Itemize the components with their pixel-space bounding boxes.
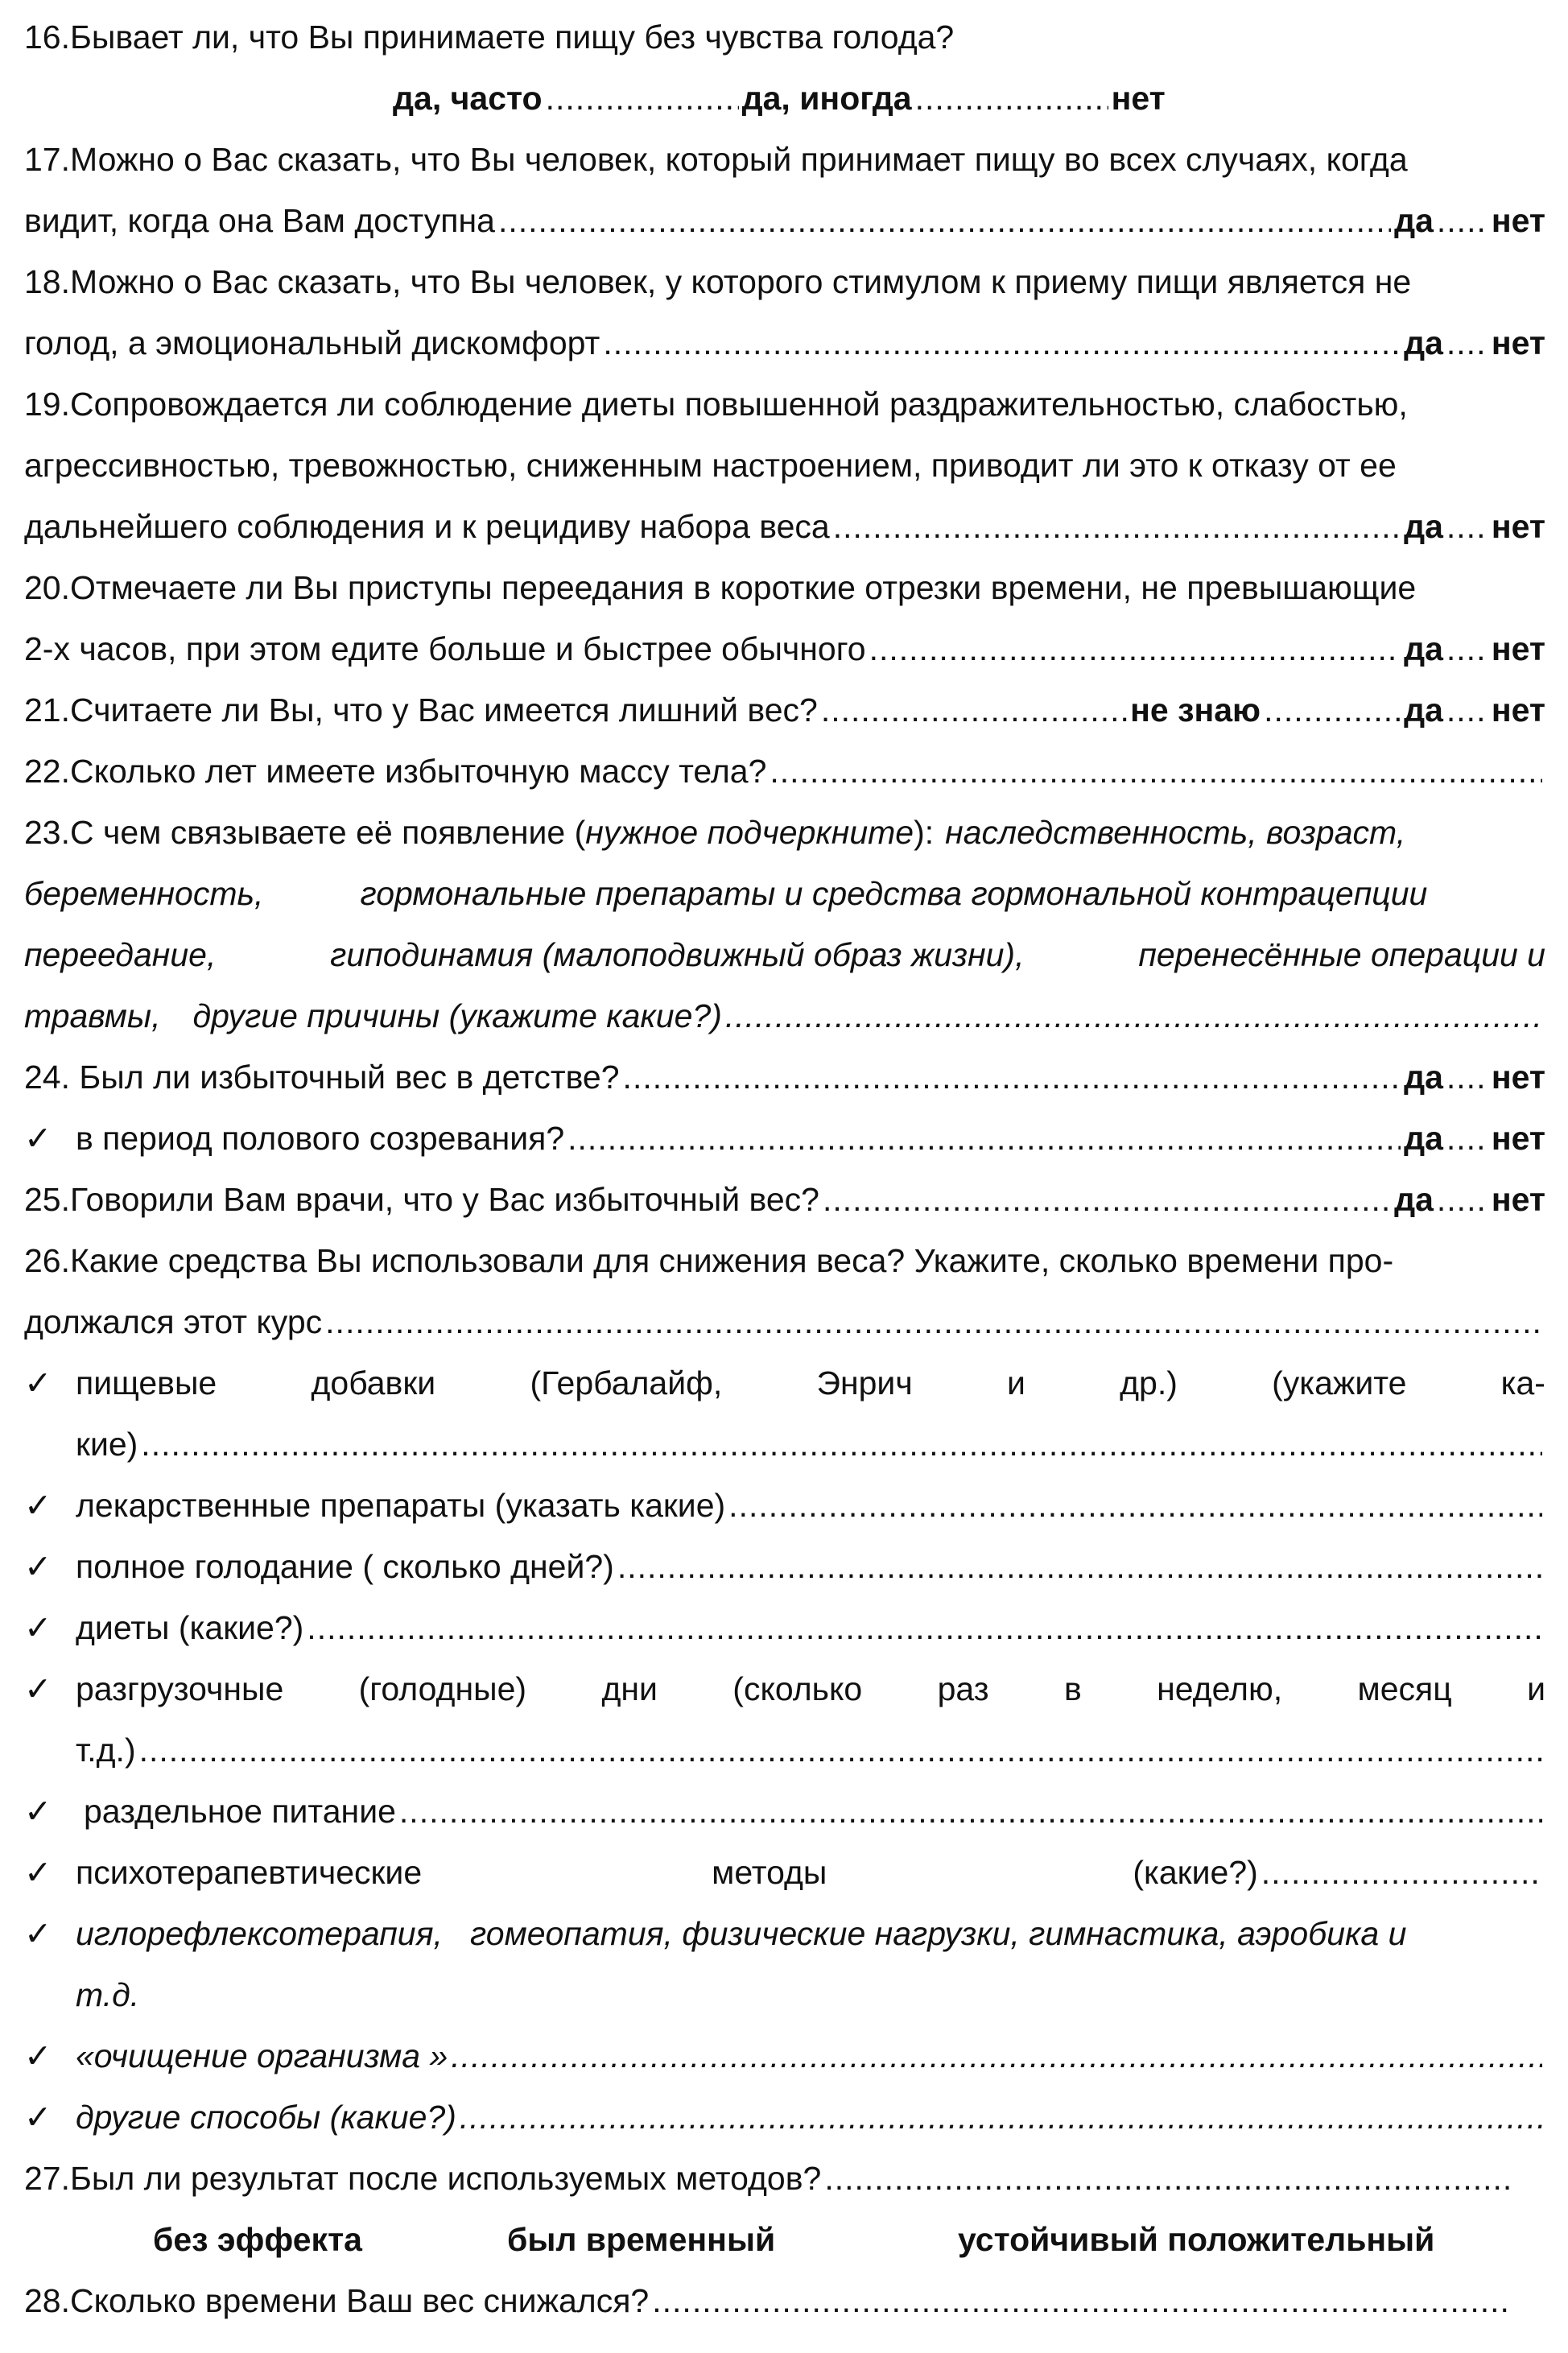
item-supplements: [24, 1352, 1545, 1414]
question-26-text-cont: должался этот курс: [24, 1303, 323, 1340]
answer-yes-sometimes[interactable]: да, иногда: [741, 80, 912, 117]
leader-dots: [603, 312, 1401, 374]
option-hypodynamia[interactable]: гиподинамия (малоподвижный образ жизни),: [330, 936, 1025, 973]
leader-dots: [623, 1046, 1401, 1108]
answer-yes[interactable]: да: [1394, 202, 1434, 239]
leader-dots: [869, 618, 1401, 679]
answer-line[interactable]: [728, 1475, 1542, 1536]
answer-yes[interactable]: да: [1404, 691, 1443, 729]
option-surgery[interactable]: перенесённые операции и: [1138, 936, 1545, 973]
item-separate-text: раздельное питание: [84, 1793, 396, 1830]
question-22-text: 22.Сколько лет имеете избыточную массу тела?: [24, 753, 767, 790]
leader-dots: [567, 1108, 1401, 1169]
question-23-text: 23.С чем связываете её появление (: [24, 814, 586, 851]
leader-dots: [833, 496, 1401, 557]
question-17-line-2: [24, 190, 1545, 251]
leader-dots: [1264, 679, 1401, 741]
leader-dots: [823, 1169, 1391, 1230]
answer-no[interactable]: нет: [1111, 80, 1166, 117]
question-26-line-1: [24, 1230, 1545, 1291]
answer-line[interactable]: [307, 1597, 1542, 1658]
question-18-line-1: [24, 251, 1545, 312]
check-mark-icon: ✓: [24, 1364, 52, 1401]
leader-dots: [546, 68, 739, 129]
item-drugs-text: лекарственные препараты (указать какие): [76, 1487, 726, 1524]
question-25: [24, 1169, 1545, 1230]
question-23-line-2: [24, 863, 1545, 924]
item-alt-text: иглорефлексотерапия, гомеопатия, физические нагрузки, гимнастика, аэробика и: [76, 1915, 1407, 1952]
question-23-line-4: [24, 985, 1545, 1046]
word: дни: [601, 1670, 658, 1707]
item-other-methods: [24, 2087, 1545, 2148]
question-24: [24, 1046, 1545, 1108]
item-cleanse: [24, 2025, 1545, 2087]
check-mark-icon: ✓: [24, 1120, 52, 1157]
answer-yes[interactable]: да: [1394, 1181, 1434, 1218]
item-supplements-text: [76, 1352, 1545, 1414]
question-18-text-cont: голод, а эмоциональный дискомфорт: [24, 324, 600, 361]
question-20-line-2: [24, 618, 1545, 679]
word: методы: [712, 1854, 827, 1891]
check-mark-icon: ✓: [24, 1793, 52, 1830]
check-mark-icon: ✓: [24, 1487, 52, 1524]
question-19-text-cont: агрессивностью, тревожностью, сниженным настроением, приводит ли это к отказу от ее: [24, 447, 1397, 484]
question-18-line-2: [24, 312, 1545, 374]
option-no-effect[interactable]: без эффекта: [153, 2221, 362, 2258]
answer-line[interactable]: [139, 1719, 1542, 1781]
item-unloading-text-cont: т.д.): [76, 1732, 136, 1769]
answer-no[interactable]: нет: [1491, 1120, 1545, 1157]
item-fasting-text: полное голодание ( сколько дней?): [76, 1548, 614, 1585]
word: и: [1006, 1364, 1025, 1401]
question-19-line-3: [24, 496, 1545, 557]
check-mark-icon: ✓: [24, 1854, 52, 1891]
question-28-text: 28.Сколько времени Ваш вес снижался?: [24, 2282, 650, 2319]
answer-line[interactable]: [399, 1781, 1542, 1842]
check-mark-icon: ✓: [24, 2037, 52, 2074]
question-22: [24, 741, 1545, 802]
answer-no[interactable]: нет: [1491, 1059, 1545, 1096]
answer-line[interactable]: [141, 1414, 1542, 1475]
answer-yes[interactable]: да: [1404, 630, 1443, 667]
leader-dots: [821, 679, 1127, 741]
word: разгрузочные: [76, 1670, 284, 1707]
option-other[interactable]: другие причины (укажите какие?): [192, 997, 722, 1034]
answer-line[interactable]: [460, 2087, 1542, 2148]
option-hormonal[interactable]: гормональные препараты и средства гормональной контрацепции: [360, 875, 1428, 912]
item-drugs: [24, 1475, 1545, 1536]
leader-dots: [498, 190, 1391, 251]
word: (сколько: [732, 1670, 863, 1707]
question-27: [24, 2148, 1513, 2209]
option-text[interactable]: наследственность, возраст,: [945, 814, 1406, 851]
question-17-text: 17.Можно о Вас сказать, что Вы человек, который принимает пищу во всех случаях, когда: [24, 141, 1408, 178]
question-19-text-cont-2: дальнейшего соблюдения и к рецидиву набора веса: [24, 508, 830, 545]
question-23-hint-close: ):: [914, 814, 935, 851]
answer-line[interactable]: [824, 2148, 1510, 2209]
option-temporary[interactable]: был временный: [507, 2221, 776, 2258]
answer-no[interactable]: нет: [1491, 691, 1545, 729]
item-alternative-methods: [24, 1903, 1545, 1964]
check-mark-icon: ✓: [24, 1915, 52, 1952]
question-27-text: 27.Был ли результат после используемых методов?: [24, 2160, 822, 2197]
question-21: [24, 679, 1545, 741]
answer-no[interactable]: нет: [1491, 324, 1545, 361]
answer-line[interactable]: [451, 2025, 1542, 2087]
word: (какие?): [1133, 1854, 1258, 1891]
answer-yes[interactable]: да: [1404, 508, 1443, 545]
question-17-text-cont: видит, когда она Вам доступна: [24, 202, 495, 239]
question-24-text: 24. Был ли избыточный вес в детстве?: [24, 1059, 620, 1096]
answer-line[interactable]: [770, 741, 1542, 802]
word: (голодные): [358, 1670, 527, 1707]
word: в: [1063, 1670, 1082, 1707]
question-20-line-1: [24, 557, 1545, 618]
answer-unsure[interactable]: не знаю: [1130, 691, 1261, 729]
check-mark-icon: ✓: [24, 1548, 52, 1585]
question-20-text: 20.Отмечаете ли Вы приступы переедания в короткие отрезки времени, не превышающие: [24, 569, 1417, 606]
question-19-line-1: [24, 374, 1545, 435]
leader-dots: [1446, 679, 1488, 741]
answer-line[interactable]: [617, 1536, 1542, 1597]
item-supplements-cont: [24, 1414, 1545, 1475]
question-20-text-cont: 2-х часов, при этом едите больше и быстрее обычного: [24, 630, 866, 667]
item-unloading-cont: [24, 1719, 1545, 1781]
leader-dots: [1446, 1108, 1488, 1169]
word: неделю,: [1157, 1670, 1283, 1707]
word: (укажите: [1272, 1364, 1407, 1401]
question-16-text: 16.Бывает ли, что Вы принимаете пищу без чувства голода?: [24, 19, 955, 56]
question-23-hint: нужное подчеркните: [585, 814, 914, 851]
question-27-options: [0, 2209, 1568, 2270]
question-18-text: 18.Можно о Вас сказать, что Вы человек, у которого стимулом к приему пищи является не: [24, 263, 1412, 300]
leader-dots: [1446, 312, 1488, 374]
question-24-sub-text: в период полового созревания?: [76, 1120, 565, 1157]
answer-no[interactable]: нет: [1491, 202, 1545, 239]
option-stable-positive[interactable]: устойчивый положительный: [958, 2221, 1435, 2258]
leader-dots: [1446, 618, 1488, 679]
leader-dots: [915, 68, 1108, 129]
item-alt-text-cont: т.д.: [76, 1976, 140, 2013]
answer-yes[interactable]: да: [1404, 1120, 1443, 1157]
item-fasting: [24, 1536, 1545, 1597]
item-other-text: другие способы (какие?): [76, 2099, 456, 2136]
word: ка-: [1500, 1364, 1545, 1401]
item-unloading-days: [24, 1658, 1545, 1719]
answer-no[interactable]: нет: [1491, 508, 1545, 545]
word: добавки: [311, 1364, 436, 1401]
item-unloading-text: [76, 1658, 1545, 1719]
word: месяц: [1357, 1670, 1452, 1707]
question-26-line-2: [24, 1291, 1545, 1352]
leader-dots: [1446, 496, 1488, 557]
word: раз: [937, 1670, 989, 1707]
question-16-answers: [0, 68, 1568, 129]
item-psychotherapy: [24, 1842, 1545, 1903]
word: Энрич: [816, 1364, 913, 1401]
answer-yes[interactable]: да: [1404, 324, 1443, 361]
item-diets: [24, 1597, 1545, 1658]
question-23-line-1: [24, 802, 1545, 863]
word: (Гербалайф,: [530, 1364, 723, 1401]
answer-yes[interactable]: да: [1404, 1059, 1443, 1096]
item-cleanse-text: «очищение организма »: [76, 2037, 448, 2074]
check-mark-icon: ✓: [24, 2099, 52, 2136]
word: пищевые: [76, 1364, 217, 1401]
question-21-text: 21.Считаете ли Вы, что у Вас имеется лишний вес?: [24, 691, 818, 729]
question-19-text: 19.Сопровождается ли соблюдение диеты повышенной раздражительностью, слабостью,: [24, 386, 1408, 423]
leader-dots: [1446, 1046, 1488, 1108]
question-16: [24, 6, 1545, 68]
option-overeating[interactable]: переедание,: [24, 936, 217, 973]
word: и: [1527, 1670, 1545, 1707]
word: психотерапевтические: [76, 1854, 423, 1891]
option-trauma[interactable]: травмы,: [24, 997, 161, 1034]
answer-no[interactable]: нет: [1491, 1181, 1545, 1218]
question-28: [24, 2270, 1513, 2331]
word: др.): [1120, 1364, 1178, 1401]
question-23-line-3: [24, 924, 1545, 985]
answer-line[interactable]: [1261, 1842, 1542, 1903]
leader-dots: [1437, 1169, 1488, 1230]
answer-line[interactable]: [325, 1291, 1542, 1352]
question-19-line-2: [24, 435, 1545, 496]
leader-dots: [1437, 190, 1488, 251]
item-supplements-text-cont: кие): [76, 1426, 138, 1463]
answer-yes-often[interactable]: да, часто: [393, 80, 543, 117]
item-alternative-cont: [24, 1964, 1545, 2025]
answer-line[interactable]: [725, 985, 1542, 1046]
answer-no[interactable]: нет: [1491, 630, 1545, 667]
question-17-line-1: [24, 129, 1545, 190]
option-pregnancy[interactable]: беременность,: [24, 875, 264, 912]
item-diets-text: диеты (какие?): [76, 1609, 304, 1646]
question-24-sub: [24, 1108, 1545, 1169]
check-mark-icon: ✓: [24, 1609, 52, 1646]
question-26-text: 26.Какие средства Вы использовали для снижения веса? Укажите, сколько времени про-: [24, 1242, 1394, 1279]
item-separate-nutrition: [24, 1781, 1545, 1842]
question-25-text: 25.Говорили Вам врачи, что у Вас избыточный вес?: [24, 1181, 819, 1218]
answer-line[interactable]: [652, 2270, 1510, 2331]
check-mark-icon: ✓: [24, 1670, 52, 1707]
